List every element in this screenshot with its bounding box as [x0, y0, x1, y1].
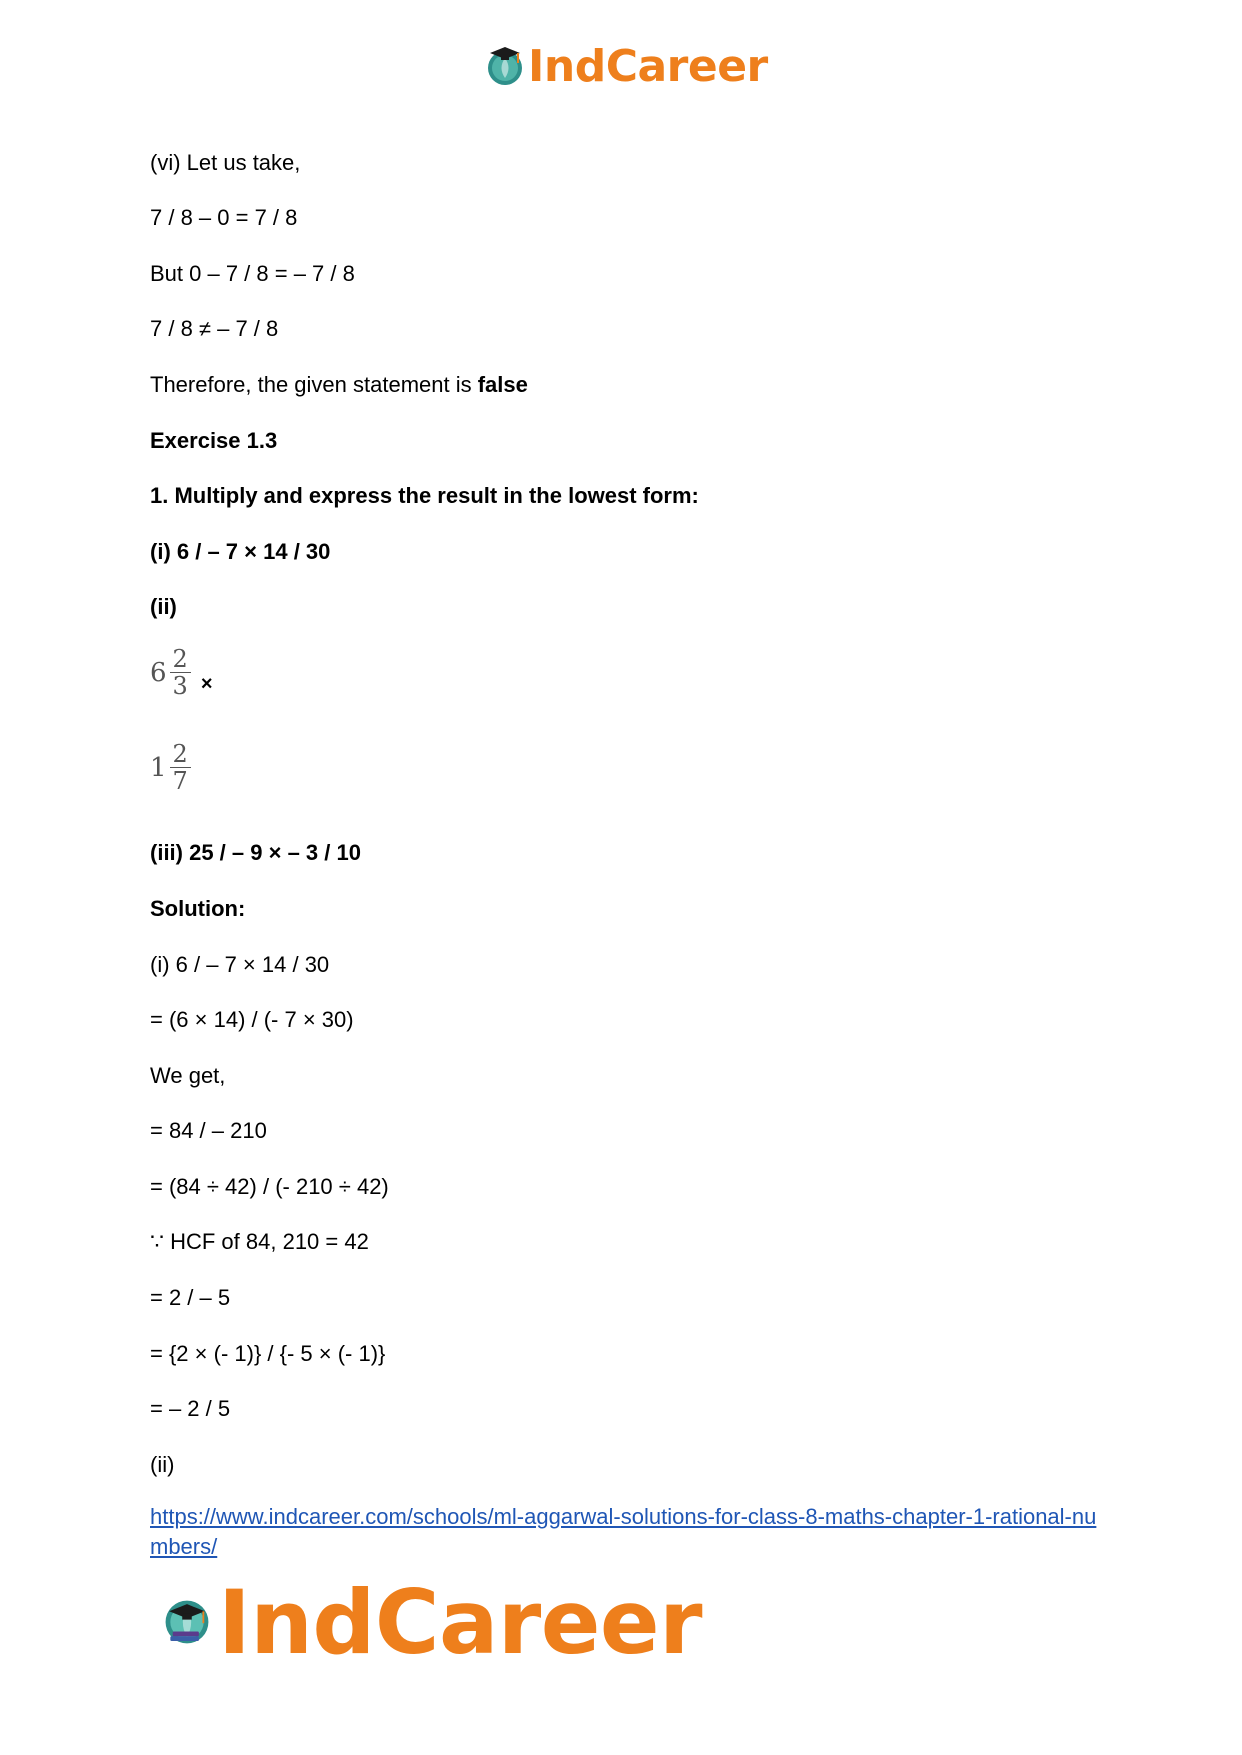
text-line: (i) 6 / – 7 × 14 / 30	[150, 952, 330, 977]
text-line: 7 / 8 ≠ – 7 / 8	[150, 316, 279, 341]
fraction	[170, 646, 191, 699]
mixed-fraction	[150, 646, 191, 699]
question-part: (iii) 25 / – 9 × – 3 / 10	[150, 840, 361, 865]
text-line: We get,	[150, 1063, 226, 1088]
fraction-denominator: 7	[172, 767, 188, 795]
fraction-whole: 6	[150, 657, 167, 688]
fraction	[170, 741, 191, 794]
footer-logo-text: IndCareer	[217, 1570, 702, 1674]
section-heading: Exercise 1.3	[150, 428, 278, 453]
mixed-fraction	[150, 741, 191, 794]
question-text: 1. Multiply and express the result in the lowest form:	[150, 483, 699, 508]
mixed-fraction-row	[150, 646, 213, 699]
fraction-numerator: 2	[170, 646, 191, 673]
multiply-operator: ×	[200, 673, 213, 695]
source-link[interactable]: https://www.indcareer.com/schools/ml-aggarwal-solutions-for-class-8-maths-chapter-1-rational-numbers/	[150, 1504, 1097, 1559]
graduation-globe-icon	[484, 45, 526, 87]
fraction-whole: 1	[150, 752, 167, 783]
graduation-globe-books-icon	[162, 1580, 212, 1664]
emphasis-text: false	[477, 372, 528, 397]
fraction-denominator: 3	[172, 672, 188, 700]
text-line: (ii)	[150, 1452, 175, 1477]
text-line	[150, 372, 528, 398]
solution-heading: Solution:	[150, 896, 246, 921]
mixed-fraction-row	[150, 741, 191, 794]
text-line: = – 2 / 5	[150, 1396, 231, 1421]
text-line: = 2 / – 5	[150, 1285, 231, 1310]
text-line: ∵ HCF of 84, 210 = 42	[150, 1229, 369, 1254]
header-logo-text: IndCareer	[528, 40, 768, 92]
footer-logo	[162, 1572, 702, 1672]
question-part: (ii)	[150, 594, 177, 619]
fraction-numerator: 2	[170, 741, 191, 768]
header-logo	[484, 40, 784, 92]
text-span: Therefore, the given statement is	[150, 372, 478, 397]
text-line: = 84 / – 210	[150, 1118, 267, 1143]
text-line: = (84 ÷ 42) / (- 210 ÷ 42)	[150, 1174, 389, 1199]
text-line: But 0 – 7 / 8 = – 7 / 8	[150, 261, 355, 286]
text-line: 7 / 8 – 0 = 7 / 8	[150, 205, 298, 230]
text-line: = (6 × 14) / (- 7 × 30)	[150, 1007, 354, 1032]
text-line: (vi) Let us take,	[150, 150, 301, 175]
text-line: = {2 × (- 1)} / {- 5 × (- 1)}	[150, 1341, 386, 1366]
question-part: (i) 6 / – 7 × 14 / 30	[150, 539, 331, 564]
